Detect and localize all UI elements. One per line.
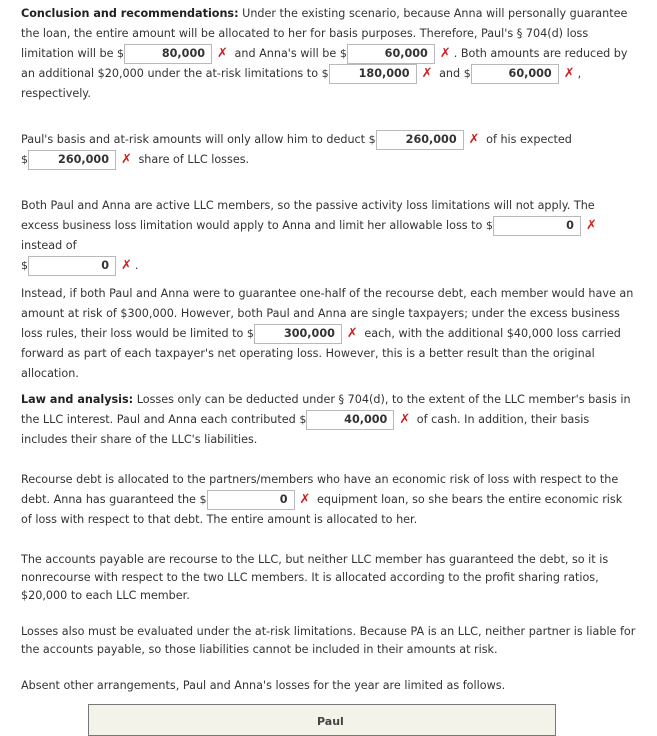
paul-704d-input[interactable]: 80,000: [124, 44, 212, 64]
incorrect-icon: ✗: [563, 66, 575, 81]
currency-symbol: $: [368, 133, 376, 146]
conclusion-text-3: . Both amounts are reduced by an additional $20,000 under the at-risk limitations to: [21, 47, 628, 80]
recourse-text-1: Recourse debt is allocated to the partners/members who have an economic risk of loss with respect to the debt. Anna has guaranteed the: [21, 473, 619, 506]
currency-symbol: $: [117, 47, 125, 60]
law-heading: Law and analysis:: [21, 393, 134, 406]
alternative-limit-input[interactable]: 300,000: [254, 324, 342, 344]
incorrect-icon: ✗: [399, 412, 411, 427]
incorrect-icon: ✗: [299, 492, 311, 507]
conclusion-text-4: and: [439, 67, 461, 80]
passive-text-3: .: [134, 259, 139, 272]
incorrect-icon: ✗: [346, 326, 358, 341]
incorrect-icon: ✗: [217, 46, 228, 61]
law-text-1: Losses only can be deducted under § 704(d), to the extent of the LLC member's basis in the LLC interest. Paul and Anna each contributed: [21, 393, 631, 426]
currency-symbol: $: [321, 67, 329, 80]
law-text-2: of cash. In addition, their basis includes their share of the LLC's liabilities.: [21, 413, 590, 446]
loss-limit-table: [88, 704, 556, 736]
incorrect-icon: ✗: [121, 152, 132, 167]
absent-paragraph: Absent other arrangements, Paul and Anna's losses for the year are limited as follows.: [21, 679, 506, 692]
payable-paragraph: The accounts payable are recourse to the LLC, but neither LLC member has guaranteed the debt, so it is nonrecourse with respect to the two LLC members. It is allocated according to the profit sharing ratios, $20,000 to each LLC member.: [21, 553, 609, 602]
deduct-text-3: share of LLC losses.: [138, 153, 250, 166]
incorrect-icon: ✗: [585, 218, 597, 233]
law-paragraph: [21, 390, 636, 450]
currency-symbol: $: [339, 47, 347, 60]
currency-symbol: $: [21, 259, 28, 272]
recourse-text-2: equipment loan, so she bears the entire economic risk of loss with respect to that debt. The entire amount is allocated to her.: [21, 493, 623, 526]
passive-paragraph: [21, 196, 636, 276]
anna-instead-input[interactable]: 0: [28, 256, 116, 276]
incorrect-icon: ✗: [421, 66, 433, 81]
contribution-input[interactable]: 40,000: [306, 410, 394, 430]
paul-atrisk-input[interactable]: 180,000: [329, 64, 417, 84]
conclusion-text-5: , respectively.: [21, 67, 582, 100]
currency-symbol: $: [299, 413, 307, 426]
passive-text-1: Both Paul and Anna are active LLC members, so the passive activity loss limitations will not apply. The excess business loss limitation would apply to Anna and limit her allowable loss to: [21, 199, 595, 232]
alternative-text-2: each, with the additional $40,000 loss carried forward as part of each taxpayer's net operating loss. However, this is a better result than the original allocation.: [21, 327, 621, 380]
deduct-paragraph: [21, 130, 636, 170]
currency-symbol: $: [21, 153, 28, 166]
atrisk-paragraph: Losses also must be evaluated under the at-risk limitations. Because PA is an LLC, neither partner is liable for the accounts payable, so those liabilities cannot be included in their amounts at risk.: [21, 625, 636, 656]
deduct-text-2: of his expected: [486, 133, 572, 146]
currency-symbol: $: [485, 219, 493, 232]
conclusion-text-2: and Anna's will be: [234, 47, 337, 60]
anna-704d-input[interactable]: 60,000: [347, 44, 435, 64]
currency-symbol: $: [199, 493, 207, 506]
incorrect-icon: ✗: [121, 258, 132, 273]
table-header-paul: Paul: [317, 715, 344, 728]
passive-text-2: instead of: [21, 239, 77, 252]
incorrect-icon: ✗: [439, 46, 451, 61]
currency-symbol: $: [246, 327, 254, 340]
anna-atrisk-input[interactable]: 60,000: [471, 64, 559, 84]
deduct-text-1: Paul's basis and at-risk amounts will only allow him to deduct: [21, 133, 366, 146]
paul-deduct-input[interactable]: 260,000: [376, 130, 464, 150]
currency-symbol: $: [463, 67, 471, 80]
alternative-text-1: Instead, if both Paul and Anna were to guarantee one-half of the recourse debt, each member would have an amount at risk of $300,000. However, both Paul and Anna are single taxpayers; under the excess business loss rules, their loss would be limited to: [21, 287, 634, 340]
paul-share-input[interactable]: 260,000: [28, 150, 116, 170]
equipment-loan-input[interactable]: 0: [207, 490, 295, 510]
alternative-paragraph: [21, 284, 636, 384]
conclusion-paragraph: [21, 4, 636, 104]
recourse-paragraph: [21, 470, 636, 530]
anna-limit-input[interactable]: 0: [493, 216, 581, 236]
conclusion-heading: Conclusion and recommendations:: [21, 7, 239, 20]
conclusion-text-1: Under the existing scenario, because Anna will personally guarantee the loan, the entire amount will be allocated to her for basis purposes. Therefore, Paul's § 704(d) loss limitation will be: [21, 7, 628, 60]
incorrect-icon: ✗: [468, 132, 480, 147]
